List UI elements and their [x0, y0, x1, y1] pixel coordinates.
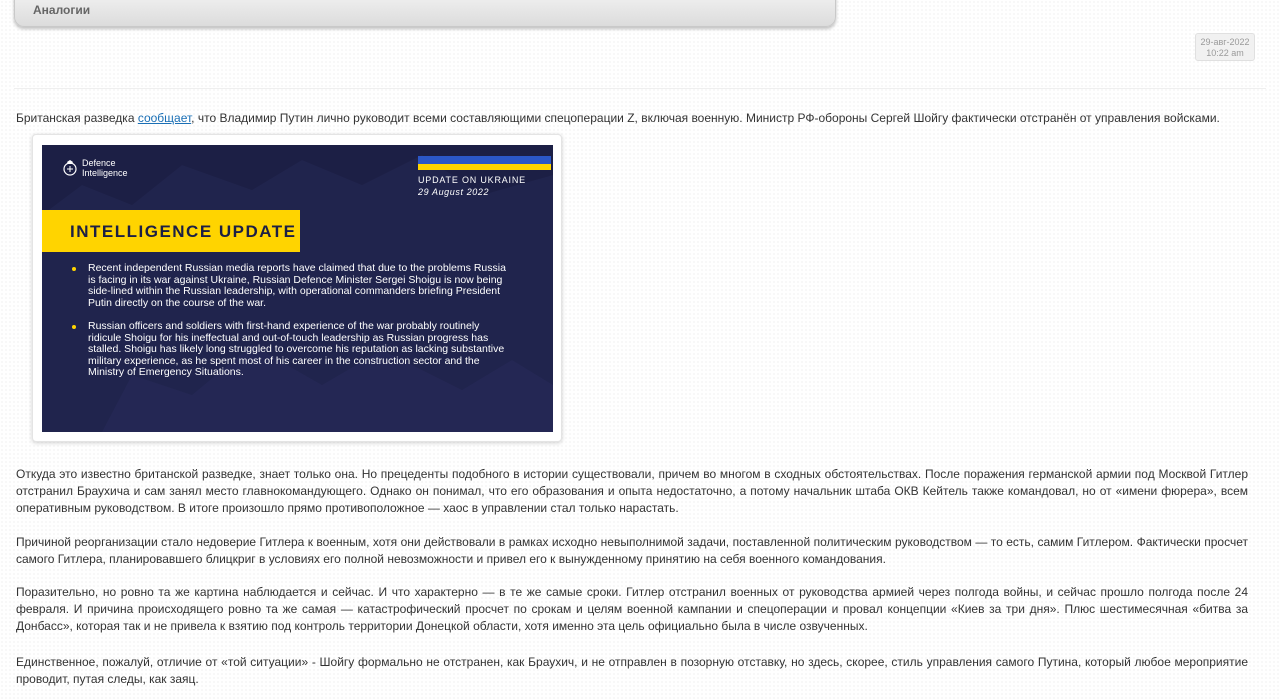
bullet-text: Recent independent Russian media reports have claimed that due to the problems Russia is facing in its war against Ukraine, Russian Defence Minister Sergei Shoigu is now being side-lined within the Russian leadership, with operational commanders briefing President Putin directly on the course of the war.	[88, 262, 506, 309]
bullet-list	[72, 263, 512, 391]
body-paragraph-1: Откуда это известно британской разведке, знает только она. Но прецеденты подобного в истории существовали, причем во многом в сходных обстоятельствах. После поражения германской армии под Москвой Гитлер отстранил Браухича и сам занял место главнокомандующего. Однако он понимал, что его образования и опыта недостаточно, а потому начальник штаба ОКВ Кейтель также командовал, но от «имени фюрера», всем оперативным руководством. В итоге произошло прямо противоположное — хаос в управлении стал только нарастать.	[16, 467, 1248, 515]
intelligence-update-banner	[42, 210, 300, 252]
banner-text: INTELLIGENCE UPDATE	[70, 222, 297, 241]
image-frame[interactable]	[32, 134, 562, 442]
intro-text-before: Британская разведка	[16, 111, 138, 125]
intro-text-after: , что Владимир Путин лично руководит всеми составляющими спецоперации Z, включая военную. Министр РФ-обороны Сергей Шойгу фактически отстранён от управления войсками.	[191, 111, 1220, 125]
bullet-item	[72, 263, 512, 309]
update-date: 29 August 2022	[418, 187, 490, 197]
bullet-dot-icon	[72, 267, 76, 271]
bullet-text: Russian officers and soldiers with first-hand experience of the war probably routinely ridicule Shoigu for his ineffectual and out-of-touch leadership as Russian progress has stalled. Shoigu has likely long struggled to overcome his reputation as lacking substantive military experience, as he spent most of his career in the construction sector and the Ministry of Emergency Situations.	[88, 320, 505, 378]
body-paragraph-4: Единственное, пожалуй, отличие от «той ситуации» - Шойгу формально не отстранен, как Браухич, и не отправлен в позорную отставку, но здесь, скорее, стиль управления самого Путина, который любое мероприятие проводит, путая следы, как заяц.	[16, 655, 1248, 686]
source-link[interactable]: сообщает	[137, 111, 192, 125]
org-name-line2: Intelligence	[82, 168, 128, 178]
post-date-badge	[1195, 33, 1255, 61]
org-name	[82, 158, 128, 178]
bullet-dot-icon	[72, 325, 76, 329]
intelligence-update-image	[42, 145, 553, 432]
divider	[14, 88, 1266, 89]
org-name-line1: Defence	[82, 158, 116, 168]
body-paragraph-2: Причиной реорганизации стало недоверие Гитлера к военным, хотя они действовали в рамках исходно невыполнимой задачи, поставленной политическим руководством — то есть, самим Гитлером. Фактически просчет самого Гитлера, планировавшего блицкриг в условиях его полной невозможности и привел его к вынужденному принятию на себя военного командования.	[16, 535, 1248, 566]
body-paragraph-3: Поразительно, но ровно та же картина наблюдается и сейчас. И что характерно — в те же самые сроки. Гитлер отстранил военных от руководства армией через полгода войны, и сейчас прошло полгода после 24 февраля. И причина происходящего ровно та же самая — катастрофический просчет по срокам и целям военной кампании и спецоперации и провал концепции «Киев за три дня». Плюс шестимесячная «битва за Донбасс», которая так и не привела к взятию под контроль территории Донецкой области, хотя именно эта цель официально была в числе озвученных.	[16, 585, 1248, 633]
post-date: 29-авг-2022	[1200, 37, 1250, 47]
category-tab-bar	[14, 0, 836, 27]
ukraine-flag-stripe	[418, 156, 551, 170]
bullet-item	[72, 321, 512, 379]
post-time: 10:22 am	[1206, 48, 1244, 58]
crest-icon	[62, 159, 78, 177]
update-title: UPDATE ON UKRAINE	[418, 175, 526, 185]
intro-paragraph	[16, 110, 1248, 127]
category-label[interactable]: Аналогии	[33, 3, 91, 17]
